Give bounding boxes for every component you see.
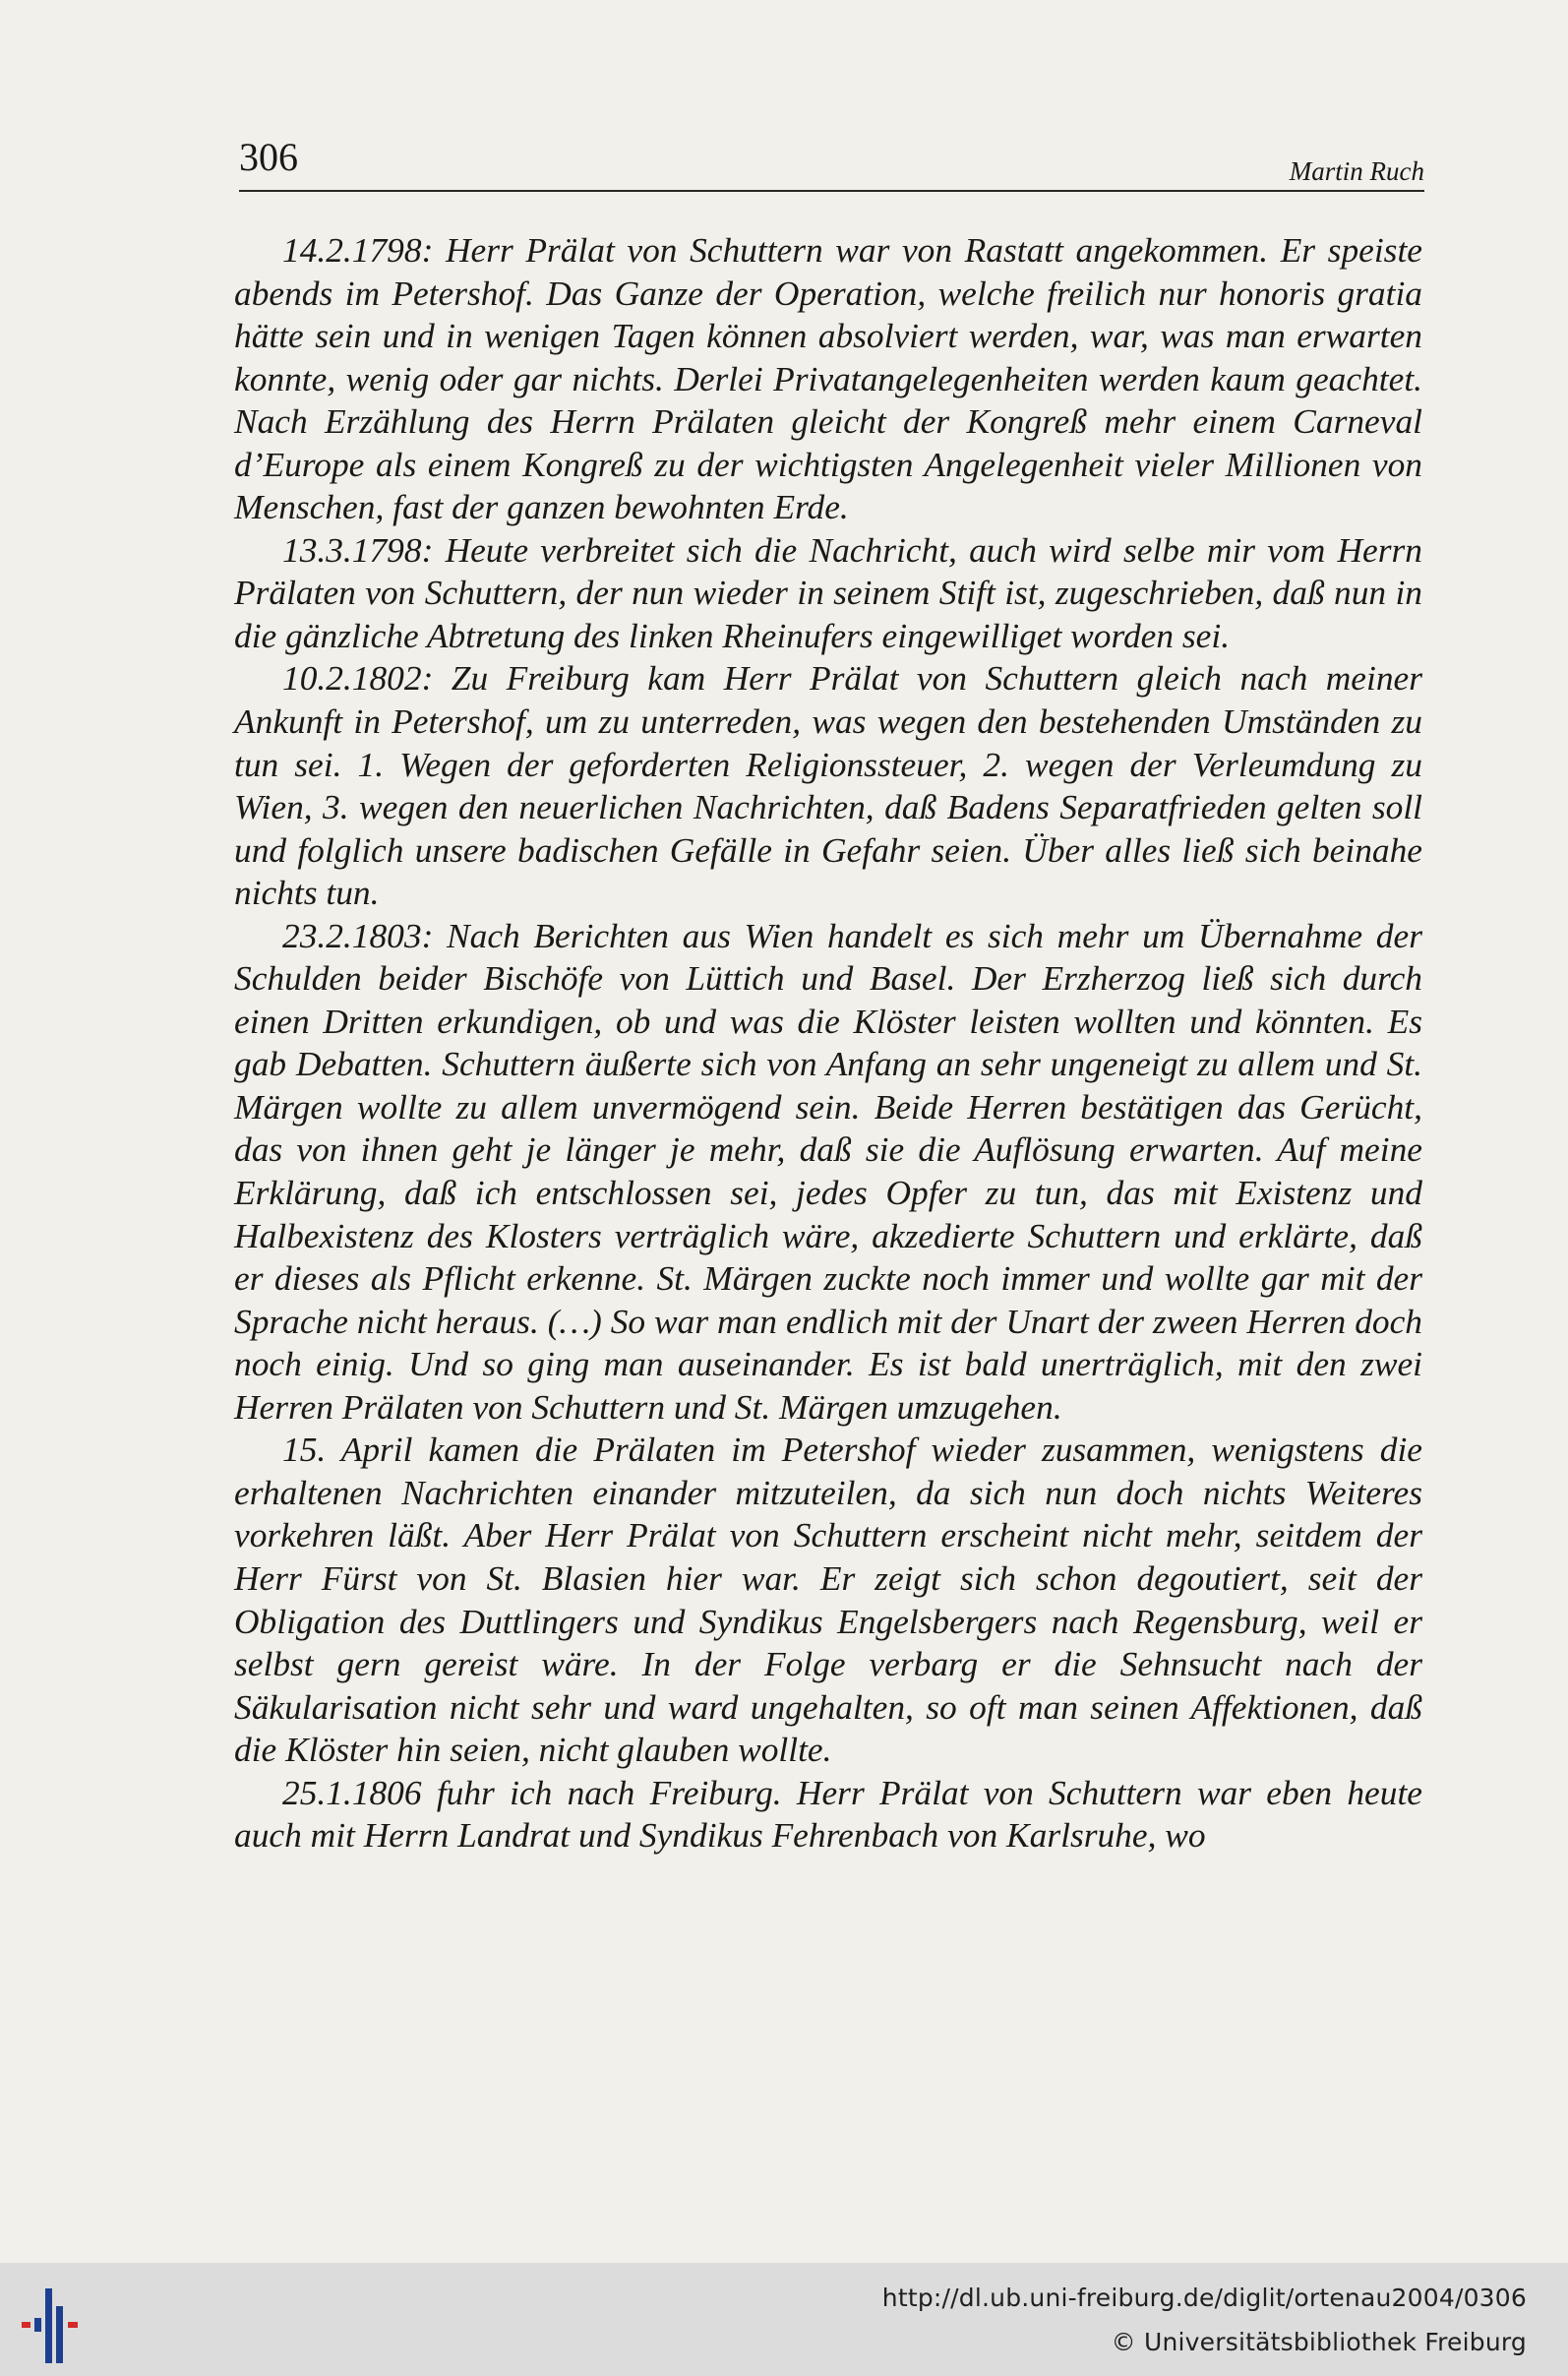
header-rule — [239, 190, 1424, 192]
paragraph-5: 15. April kamen die Prälaten im Petershof wieder zusammen, wenigstens die erhaltenen Nachrichten einander mitzuteilen, da sich nun doch nichts Weiteres vorkehren läßt. Aber Herr Prälat von Schuttern erscheint nicht mehr, seitdem der Herr Fürst von St. Blasien hier war. Er zeigt sich schon degoutiert, seit der Obligation des Duttlingers und Syndikus Engelsbergers nach Regensburg, weil er selbst gern gereist wäre. In der Folge verbarg er die Sehnsucht nach der Säkularisation nicht sehr und ward ungehalten, so oft man seinen Affektionen, daß die Klöster hin seien, nicht glauben wollte. — [234, 1430, 1422, 1770]
body-text — [234, 229, 1422, 1858]
paragraph-4: 23.2.1803: Nach Berichten aus Wien handelt es sich mehr um Übernahme der Schulden beider Bischöfe von Lüttich und Basel. Der Erzherzog ließ sich durch einen Dritten erkundigen, ob und was die Klöster leisten wollten und könnten. Es gab Debatten. Schuttern äußerte sich von Anfang an sehr ungeneigt zu allem und St. Märgen wollte zu allem unvermögend sein. Beide Herren bestätigen das Gerücht, das von ihnen geht je länger je mehr, daß sie die Auflösung erwarten. Auf meine Erklärung, daß ich entschlossen sei, jedes Opfer zu tun, das mit Existenz und Halbexistenz des Klosters verträglich wäre, akzedierte Schuttern und erklärte, daß er dieses als Pflicht erkenne. St. Märgen zuckte noch immer und wollte gar mit der Sprache nicht heraus. (…) So war man endlich mit der Unart der zween Herren doch noch einig. Und so ging man auseinander. Es ist bald unerträglich, mit den zwei Herren Prälaten von Schuttern und St. Märgen umzugehen. — [234, 915, 1422, 1427]
paragraph-3: 10.2.1802: Zu Freiburg kam Herr Prälat von Schuttern gleich nach meiner Ankunft in Petershof, um zu unterreden, was wegen den bestehenden Umständen zu tun sei. 1. Wegen der geforderten Religionssteuer, 2. wegen der Verleumdung zu Wien, 3. wegen den neuerlichen Nachrichten, daß Badens Separatfrieden gelten soll und folglich unsere badischen Gefälle in Gefahr seien. Über alles ließ sich beinahe nichts tun. — [234, 658, 1422, 913]
paragraph-2: 13.3.1798: Heute verbreitet sich die Nachricht, auch wird selbe mir vom Herrn Prälaten von Schuttern, der nun wieder in seinem Stift ist, zugeschrieben, daß nun in die gänzliche Abtretung des linken Rheinufers eingewilliget worden sei. — [234, 529, 1422, 655]
paragraph-6: 25.1.1806 fuhr ich nach Freiburg. Herr Prälat von Schuttern war eben heute auch mit Herrn Landrat und Syndikus Fehrenbach von Karlsruhe, wo — [234, 1772, 1422, 1856]
footer-copyright: © Universitätsbibliothek Freiburg — [1111, 2328, 1527, 2356]
footer-url-link[interactable]: http://dl.ub.uni-freiburg.de/diglit/ortenau2004/0306 — [881, 2284, 1527, 2312]
footer-bar — [0, 2263, 1568, 2376]
ub-freiburg-logo-icon — [22, 2285, 100, 2363]
page-number: 306 — [239, 135, 298, 179]
running-head-author: Martin Ruch — [1289, 156, 1424, 186]
paragraph-1: 14.2.1798: Herr Prälat von Schuttern war von Rastatt angekommen. Er speiste abends im Petershof. Das Ganze der Operation, welche freilich nur honoris gratia hätte sein und in wenigen Tagen können absolviert werden, war, was man erwarten konnte, wenig oder gar nichts. Derlei Privatangelegenheiten werden kaum geachtet. Nach Erzählung des Herrn Prälaten gleicht der Kongreß mehr einem Carneval d’Europe als einem Kongreß zu der wichtigsten Angelegenheit vieler Millionen von Menschen, fast der ganzen bewohnten Erde. — [234, 230, 1422, 527]
